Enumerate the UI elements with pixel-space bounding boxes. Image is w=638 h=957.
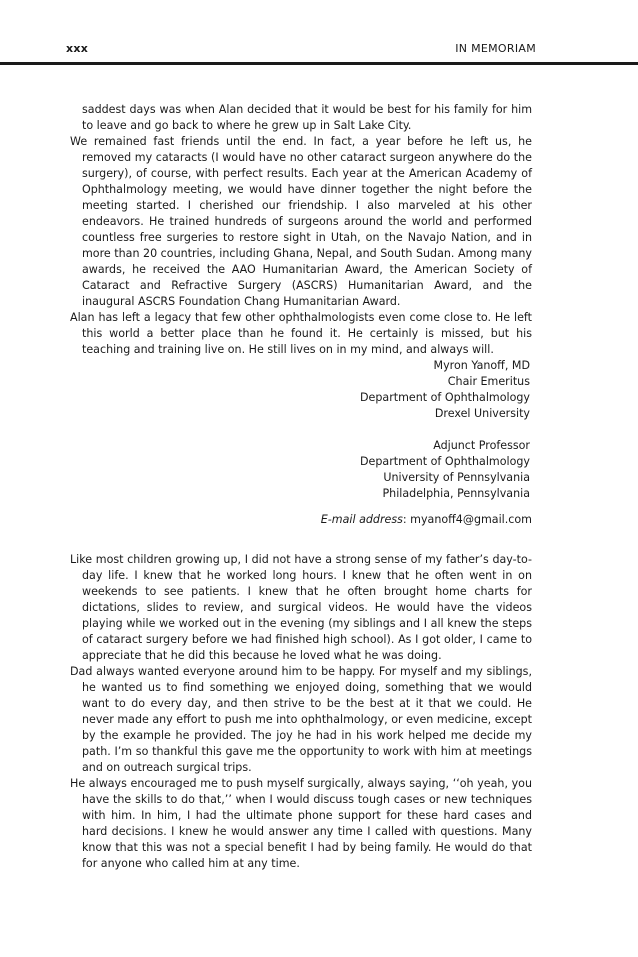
email-address: myanoff4@gmail.com [410,513,532,526]
author-city: Philadelphia, Pennsylvania [382,487,530,500]
paragraph: Dad always wanted everyone around him to be happy. For myself and my siblings, he wanted us to find something we enjoyed doing, something that we would want to do every day, and then strive to be the best at it that we could. He never made any effort to push me into ophthalmology, or even medicine, except by the example he provided. The joy he had in his work helped me decide my path. I’m so thankful this gave me the opportunity to work with him at meetings and on outreach surgical trips. [70,665,533,774]
author-university: Drexel University [434,407,530,420]
article-body [70,102,532,872]
author-title: Chair Emeritus [447,375,530,388]
paragraph: Like most children growing up, I did not have a strong sense of my father’s day-to-day life. I knew that he worked long hours. I knew that he often went in on weekends to see patients. I knew that he often brought home charts for dictations, slides to review, and surgical videos. He would have the videos playing while we worked out in the evening (my siblings and I all knew the steps of cataract surgery before we had finished high school). As I got older, I came to appreciate that he did this because he loved what he was doing. [70,553,532,662]
paragraph: He always encouraged me to push myself surgically, always saying, ‘‘oh yeah, you have the skills to do that,’’ when I would discuss tough cases or new techniques with him. In him, I had the ultimate phone support for these hard cases and hard decisions. I knew he would answer any time I called with questions. Many know that this was not a special benefit I had by being family. He would do that for anyone who called him at any time. [70,777,532,870]
running-title: IN MEMORIAM [455,42,536,55]
page-number: xxx [66,42,89,55]
author-signature [70,358,532,528]
running-header [66,40,536,58]
paragraph: Alan has left a legacy that few other ophthalmologists even come close to. He left this world a better place than he found it. He certainly is missed, but his teaching and training live on. He still lives on in my mind, and always will. [70,311,532,356]
header-rule [0,62,638,65]
author-name: Myron Yanoff, MD [433,359,530,372]
author-title: Adjunct Professor [433,439,530,452]
continued-paragraph: saddest days was when Alan decided that it would be best for his family for him to leave and go back to where he grew up in Salt Lake City. [82,103,532,132]
email-label: E-mail address [320,513,403,526]
paragraph: We remained fast friends until the end. In fact, a year before he left us, he removed my cataracts (I would have no other cataract surgeon anywhere do the surgery), of course, with perfect results. Each year at the American Academy of Ophthalmology meeting, we would have dinner together the night before the meeting started. I cherished our friendship. I also marveled at his other endeavors. He trained hundreds of surgeons around the world and performed countless free surgeries to restore sight in Utah, on the Navajo Nation, and in more than 20 countries, including Ghana, Nepal, and South Sudan. Among many awards, he received the AAO Humanitarian Award, the American Society of Cataract and Refractive Surgery (ASCRS) Humanitarian Award, and the inaugural ASCRS Foundation Chang Humanitarian Award. [70,135,532,308]
second-tribute [70,552,532,872]
author-department: Department of Ophthalmology [359,391,530,404]
author-email-line: E-mail address: myanoff4@gmail.com [320,513,532,526]
author-university: University of Pennsylvania [383,471,530,484]
author-department: Department of Ophthalmology [359,455,530,468]
